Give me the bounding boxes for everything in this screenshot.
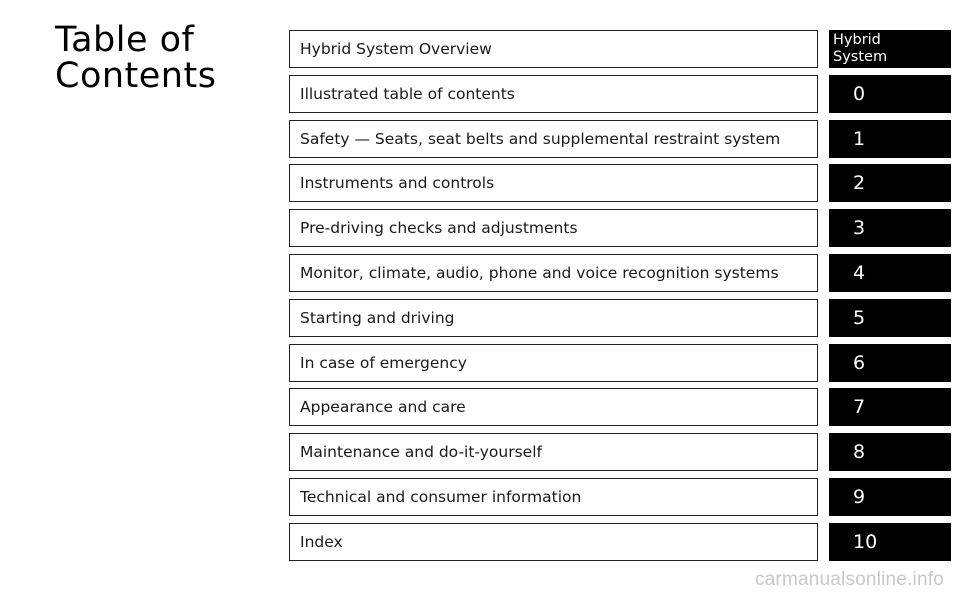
- section-tab[interactable]: 7: [829, 388, 951, 426]
- watermark: carmanualsonline.info: [754, 569, 944, 590]
- section-tab[interactable]: Hybrid System: [829, 30, 951, 68]
- toc-item-7[interactable]: [289, 388, 951, 426]
- toc-entry-label[interactable]: Starting and driving: [289, 299, 818, 337]
- toc-item-1[interactable]: [289, 120, 951, 158]
- section-tab[interactable]: 4: [829, 254, 951, 292]
- section-tab[interactable]: 6: [829, 344, 951, 382]
- toc-entry-label[interactable]: In case of emergency: [289, 344, 818, 382]
- toc-entry-label[interactable]: Maintenance and do-it-yourself: [289, 433, 818, 471]
- toc-item-3[interactable]: [289, 209, 951, 247]
- toc-item-0[interactable]: [289, 75, 951, 113]
- section-tab[interactable]: 10: [829, 523, 951, 561]
- toc-entry-label[interactable]: Appearance and care: [289, 388, 818, 426]
- toc-item-6[interactable]: [289, 344, 951, 382]
- section-tab[interactable]: 1: [829, 120, 951, 158]
- toc-entry-label[interactable]: Safety — Seats, seat belts and supplemental restraint system: [289, 120, 818, 158]
- toc-entry-label[interactable]: Index: [289, 523, 818, 561]
- section-tab[interactable]: 5: [829, 299, 951, 337]
- toc-entry-label[interactable]: Instruments and controls: [289, 164, 818, 202]
- toc-entry-label[interactable]: Monitor, climate, audio, phone and voice recognition systems: [289, 254, 818, 292]
- section-tab[interactable]: 3: [829, 209, 951, 247]
- toc-item-4[interactable]: [289, 254, 951, 292]
- toc-item-10[interactable]: [289, 523, 951, 561]
- toc-item-2[interactable]: [289, 164, 951, 202]
- toc-list: [289, 30, 951, 568]
- page-title: Table of Contents: [55, 20, 217, 96]
- section-tab[interactable]: 2: [829, 164, 951, 202]
- section-tab[interactable]: 8: [829, 433, 951, 471]
- toc-item-5[interactable]: [289, 299, 951, 337]
- toc-entry-label[interactable]: Illustrated table of contents: [289, 75, 818, 113]
- toc-item-hybrid-system[interactable]: [289, 30, 951, 68]
- section-tab[interactable]: 9: [829, 478, 951, 516]
- toc-entry-label[interactable]: Technical and consumer information: [289, 478, 818, 516]
- toc-entry-label[interactable]: Pre-driving checks and adjustments: [289, 209, 818, 247]
- section-tab[interactable]: 0: [829, 75, 951, 113]
- toc-entry-label[interactable]: Hybrid System Overview: [289, 30, 818, 68]
- toc-item-8[interactable]: [289, 433, 951, 471]
- toc-item-9[interactable]: [289, 478, 951, 516]
